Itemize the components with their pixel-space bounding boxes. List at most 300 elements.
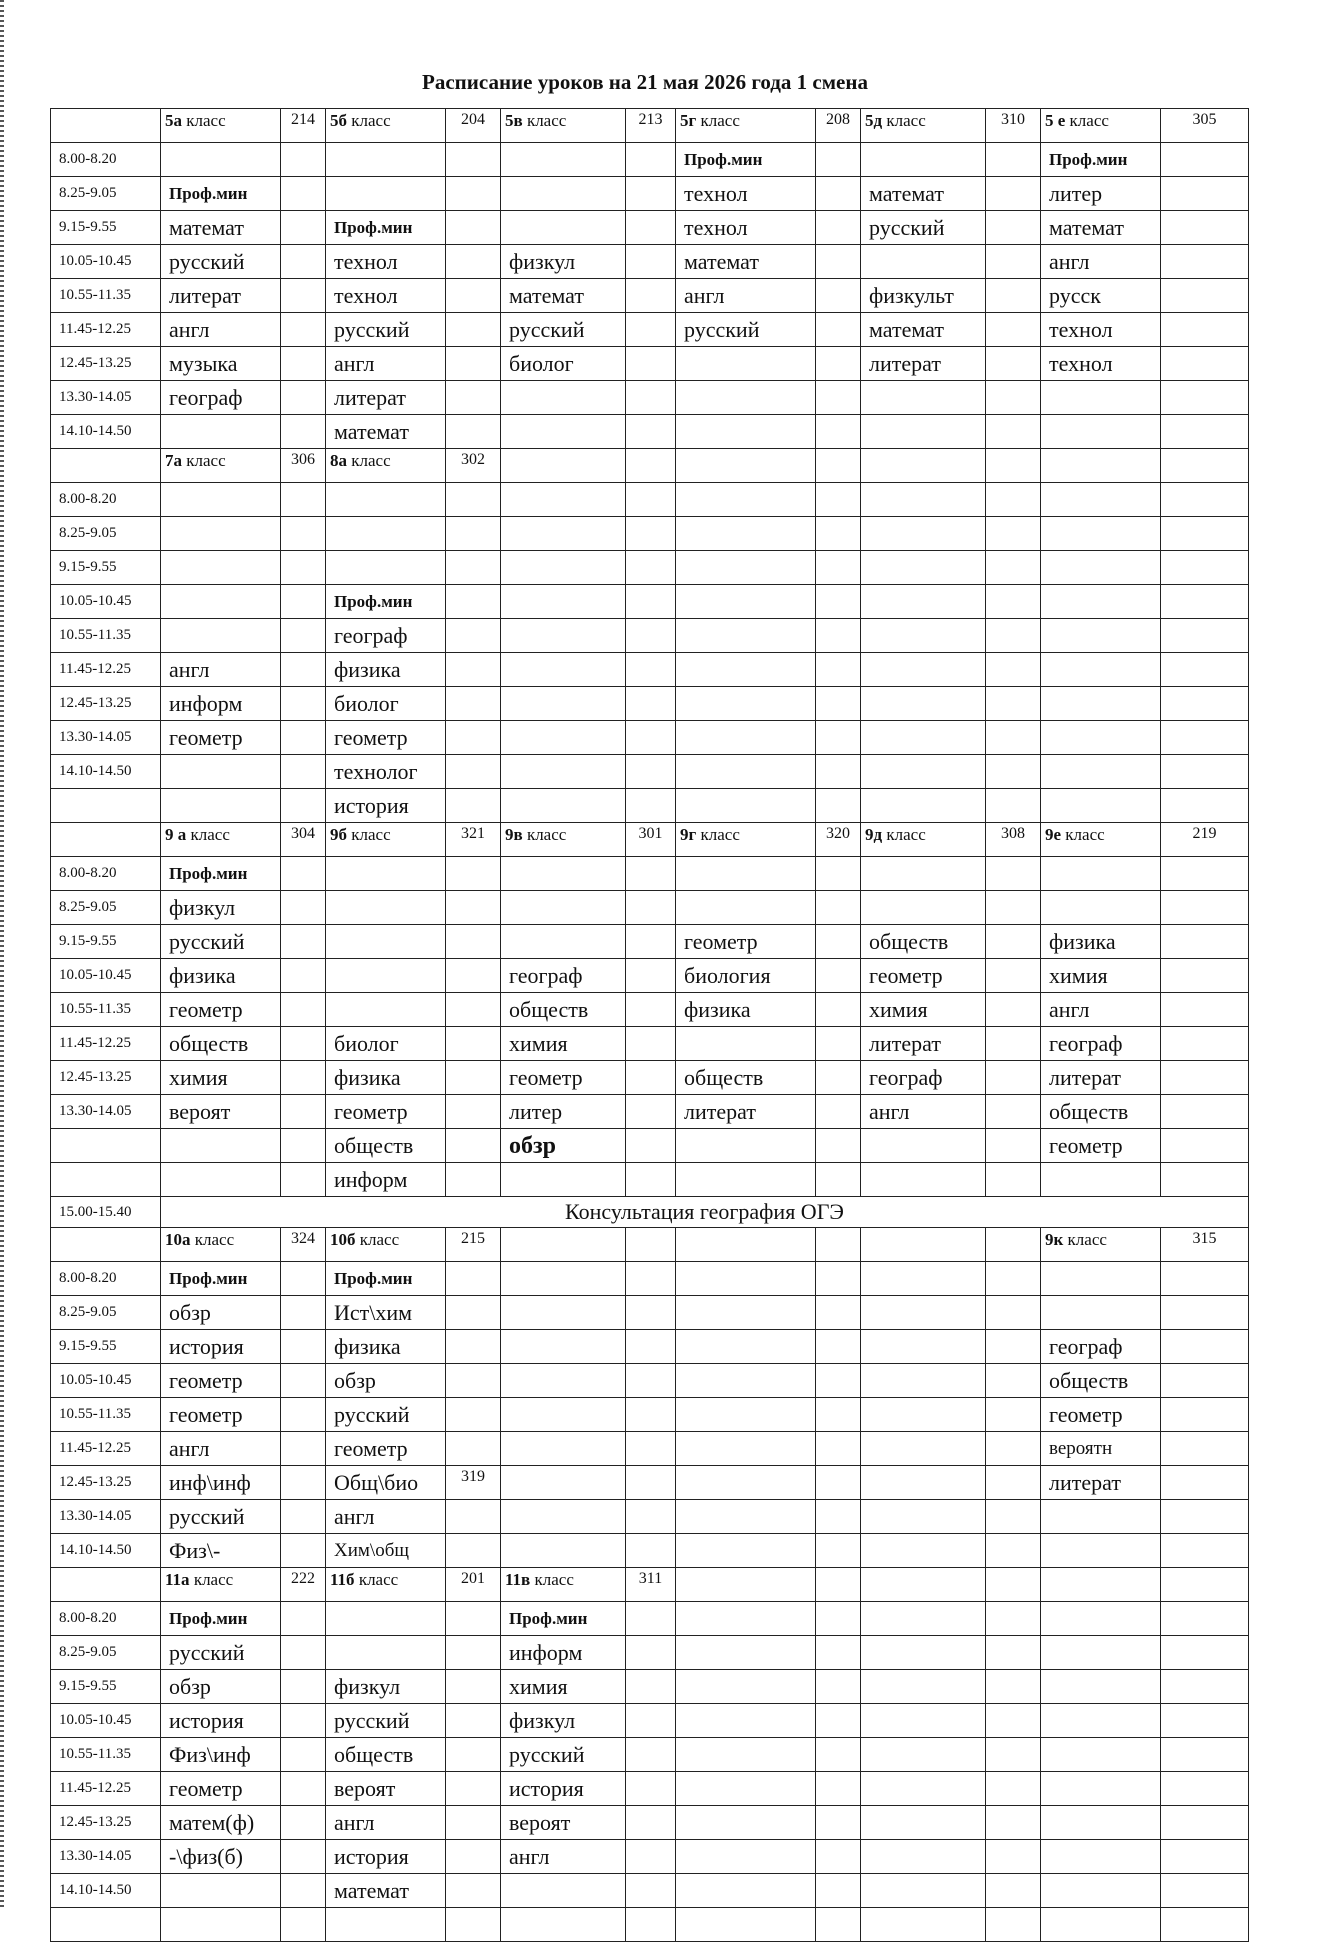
room-cell: [626, 1704, 676, 1738]
room-cell: [281, 279, 326, 313]
room-cell: [446, 789, 501, 823]
subject-cell: [676, 517, 816, 551]
room-cell: [446, 1704, 501, 1738]
subject-cell: [861, 1772, 986, 1806]
subject-cell: [676, 619, 816, 653]
room-cell: [626, 653, 676, 687]
subject-cell: технол: [676, 211, 816, 245]
class-suffix: класс: [354, 1570, 399, 1589]
subject-cell: [861, 143, 986, 177]
room-cell: [816, 1330, 861, 1364]
subject-cell: [676, 721, 816, 755]
subject-cell: [676, 1500, 816, 1534]
subject-cell: [861, 1466, 986, 1500]
room-cell: [626, 891, 676, 925]
lesson-row: [51, 721, 1249, 755]
subject-cell: [1041, 755, 1161, 789]
lesson-row: [51, 1262, 1249, 1296]
room-number: 204: [446, 109, 501, 143]
consultation-text: Консультация география ОГЭ: [161, 1197, 1249, 1228]
room-cell: [281, 1262, 326, 1296]
time-cell: 10.05-10.45: [51, 245, 161, 279]
room-cell: [446, 1534, 501, 1568]
lesson-row: [51, 1061, 1249, 1095]
room-cell: [281, 857, 326, 891]
room-cell: [1161, 143, 1249, 177]
lesson-row: [51, 857, 1249, 891]
room-cell: [816, 1061, 861, 1095]
lesson-row: [51, 245, 1249, 279]
room-cell: [1161, 891, 1249, 925]
subject-cell: физика: [1041, 925, 1161, 959]
room-number: [816, 1228, 861, 1262]
subject-cell: [1041, 891, 1161, 925]
subject-cell: [501, 1908, 626, 1942]
room-cell: [626, 1061, 676, 1095]
subject-cell: русский: [326, 313, 446, 347]
subject-cell: физика: [326, 653, 446, 687]
time-cell: 8.25-9.05: [51, 1296, 161, 1330]
subject-cell: [861, 483, 986, 517]
room-cell: [1161, 1534, 1249, 1568]
room-cell: [281, 959, 326, 993]
room-cell: [281, 211, 326, 245]
room-cell: [281, 1806, 326, 1840]
class-suffix: класс: [347, 451, 391, 470]
subject-cell: математ: [161, 211, 281, 245]
room-cell: [816, 1874, 861, 1908]
room-cell: [1161, 1095, 1249, 1129]
subject-cell: русский: [326, 1398, 446, 1432]
room-cell: [986, 313, 1041, 347]
room-cell: [281, 1534, 326, 1568]
subject-cell: [1041, 483, 1161, 517]
subject-cell: [161, 415, 281, 449]
room-cell: [626, 993, 676, 1027]
room-cell: [446, 585, 501, 619]
subject-cell: [1041, 415, 1161, 449]
subject-cell: [676, 1534, 816, 1568]
time-cell: 13.30-14.05: [51, 381, 161, 415]
subject-cell: геометр: [326, 1432, 446, 1466]
class-header-row: [51, 1568, 1249, 1602]
room-cell: [986, 619, 1041, 653]
subject-cell: [676, 687, 816, 721]
subject-cell: [676, 1704, 816, 1738]
lesson-row: [51, 1466, 1249, 1500]
subject-cell: геометр: [161, 1398, 281, 1432]
subject-cell: геометр: [161, 721, 281, 755]
subject-cell: [676, 381, 816, 415]
subject-cell: [501, 1330, 626, 1364]
time-cell: 8.25-9.05: [51, 517, 161, 551]
class-suffix: класс: [186, 825, 230, 844]
room-number: [986, 449, 1041, 483]
class-header-row: [51, 823, 1249, 857]
subject-cell: физика: [676, 993, 816, 1027]
room-cell: [1161, 211, 1249, 245]
subject-cell: [161, 1163, 281, 1197]
subject-cell: Проф.мин: [1041, 143, 1161, 177]
room-cell: [281, 1704, 326, 1738]
time-cell: 14.10-14.50: [51, 1534, 161, 1568]
subject-cell: [676, 347, 816, 381]
room-cell: [281, 1296, 326, 1330]
room-cell: [1161, 1398, 1249, 1432]
time-cell: 8.25-9.05: [51, 891, 161, 925]
subject-cell: информ: [161, 687, 281, 721]
class-number: 10а: [165, 1230, 191, 1249]
room-cell: [446, 1364, 501, 1398]
subject-cell: [676, 483, 816, 517]
time-cell: 14.10-14.50: [51, 755, 161, 789]
room-cell: [446, 1602, 501, 1636]
room-cell: [626, 1908, 676, 1942]
room-cell: [281, 1398, 326, 1432]
room-cell: [281, 381, 326, 415]
class-number: 9к: [1045, 1230, 1064, 1249]
subject-cell: Проф.мин: [326, 1262, 446, 1296]
class-suffix: класс: [696, 111, 740, 130]
time-cell: 10.55-11.35: [51, 993, 161, 1027]
class-name: [326, 1228, 446, 1262]
room-cell: [816, 517, 861, 551]
subject-cell: [861, 585, 986, 619]
subject-cell: геометр: [326, 721, 446, 755]
time-cell: 13.30-14.05: [51, 1095, 161, 1129]
room-cell: [816, 619, 861, 653]
subject-cell: геометр: [1041, 1398, 1161, 1432]
room-cell: [816, 483, 861, 517]
room-cell: [281, 1364, 326, 1398]
subject-cell: математ: [861, 177, 986, 211]
lesson-row: [51, 1296, 1249, 1330]
room-cell: [816, 1738, 861, 1772]
subject-cell: [501, 517, 626, 551]
room-cell: [446, 1163, 501, 1197]
subject-cell: [676, 1738, 816, 1772]
room-cell: [626, 1806, 676, 1840]
subject-cell: биолог: [501, 347, 626, 381]
time-cell: [51, 449, 161, 483]
subject-cell: литерат: [161, 279, 281, 313]
subject-cell: англ: [501, 1840, 626, 1874]
lesson-row: [51, 143, 1249, 177]
subject-cell: [326, 925, 446, 959]
room-cell: [986, 211, 1041, 245]
subject-cell: [861, 517, 986, 551]
subject-cell: русский: [676, 313, 816, 347]
subject-cell: инф\инф: [161, 1466, 281, 1500]
lesson-row: [51, 1772, 1249, 1806]
subject-cell: [501, 1398, 626, 1432]
lesson-row: [51, 483, 1249, 517]
room-cell: [446, 1095, 501, 1129]
subject-cell: географ: [161, 381, 281, 415]
subject-cell: [676, 653, 816, 687]
room-cell: [446, 755, 501, 789]
subject-cell: литер: [1041, 177, 1161, 211]
subject-cell: Физ\инф: [161, 1738, 281, 1772]
room-cell: [446, 211, 501, 245]
subject-cell: математ: [676, 245, 816, 279]
lesson-row: [51, 1129, 1249, 1163]
time-cell: 10.55-11.35: [51, 619, 161, 653]
subject-cell: [676, 1636, 816, 1670]
room-cell: [816, 1840, 861, 1874]
room-cell: [986, 517, 1041, 551]
room-cell: [1161, 279, 1249, 313]
lesson-row: [51, 313, 1249, 347]
room-cell: [986, 1908, 1041, 1942]
class-suffix: класс: [530, 1570, 574, 1589]
room-cell: [986, 1772, 1041, 1806]
subject-cell: русский: [326, 1704, 446, 1738]
room-cell: [1161, 1704, 1249, 1738]
subject-cell: географ: [501, 959, 626, 993]
room-cell: [446, 1330, 501, 1364]
class-suffix: класс: [347, 111, 391, 130]
room-cell: [816, 755, 861, 789]
room-cell: [986, 1466, 1041, 1500]
time-cell: [51, 1129, 161, 1163]
room-cell: [1161, 1500, 1249, 1534]
subject-cell: [676, 1330, 816, 1364]
class-suffix: класс: [355, 1230, 400, 1249]
time-cell: 14.10-14.50: [51, 415, 161, 449]
subject-cell: [1041, 1840, 1161, 1874]
room-cell: [446, 1874, 501, 1908]
class-name: [161, 449, 281, 483]
room-cell: [816, 1398, 861, 1432]
room-cell: [986, 1602, 1041, 1636]
subject-cell: обществ: [676, 1061, 816, 1095]
subject-cell: обзр: [326, 1364, 446, 1398]
room-number: 308: [986, 823, 1041, 857]
room-cell: [446, 1670, 501, 1704]
room-cell: [626, 755, 676, 789]
room-cell: [1161, 1163, 1249, 1197]
room-cell: [986, 1840, 1041, 1874]
class-name: [326, 109, 446, 143]
room-cell: [816, 551, 861, 585]
class-suffix: класс: [189, 1570, 234, 1589]
time-cell: 14.10-14.50: [51, 1874, 161, 1908]
lesson-row: [51, 551, 1249, 585]
subject-cell: история: [161, 1330, 281, 1364]
lesson-row: [51, 993, 1249, 1027]
subject-cell: англ: [326, 1500, 446, 1534]
room-cell: [986, 755, 1041, 789]
room-cell: [1161, 1636, 1249, 1670]
room-cell: [626, 1534, 676, 1568]
room-cell: [281, 891, 326, 925]
room-cell: [281, 619, 326, 653]
room-cell: [1161, 551, 1249, 585]
class-suffix: класс: [522, 825, 567, 844]
room-cell: [986, 551, 1041, 585]
time-cell: 9.15-9.55: [51, 1670, 161, 1704]
room-cell: [986, 1806, 1041, 1840]
room-cell: [1161, 585, 1249, 619]
subject-cell: [501, 721, 626, 755]
subject-cell: [501, 857, 626, 891]
room-cell: [446, 721, 501, 755]
subject-cell: [676, 789, 816, 823]
class-suffix: класс: [1061, 825, 1105, 844]
lesson-row: [51, 1163, 1249, 1197]
class-suffix: класс: [190, 1230, 235, 1249]
subject-cell: [861, 1262, 986, 1296]
class-suffix: класс: [522, 111, 567, 130]
subject-cell: [861, 1129, 986, 1163]
room-cell: [281, 1129, 326, 1163]
lesson-row: [51, 1534, 1249, 1568]
class-name: [501, 1568, 626, 1602]
subject-cell: [161, 789, 281, 823]
class-number: 5в: [505, 111, 523, 130]
room-cell: [281, 177, 326, 211]
subject-cell: [676, 585, 816, 619]
time-cell: [51, 789, 161, 823]
room-cell: [281, 585, 326, 619]
time-cell: 12.45-13.25: [51, 1061, 161, 1095]
room-number: 304: [281, 823, 326, 857]
room-cell: [446, 1772, 501, 1806]
time-cell: 8.25-9.05: [51, 177, 161, 211]
subject-cell: [861, 1670, 986, 1704]
room-cell: [816, 1364, 861, 1398]
subject-cell: [861, 1738, 986, 1772]
room-cell: [446, 483, 501, 517]
room-cell: [986, 687, 1041, 721]
room-cell: [1161, 1296, 1249, 1330]
room-number: [986, 1228, 1041, 1262]
room-cell: [446, 891, 501, 925]
class-name: [861, 1228, 986, 1262]
room-cell: [626, 551, 676, 585]
room-cell: [281, 1330, 326, 1364]
room-cell: [626, 517, 676, 551]
room-cell: [626, 1163, 676, 1197]
lesson-row: [51, 1398, 1249, 1432]
room-cell: [281, 755, 326, 789]
subject-cell: англ: [326, 347, 446, 381]
class-suffix: класс: [696, 825, 740, 844]
subject-cell: литерат: [1041, 1061, 1161, 1095]
room-cell: [816, 143, 861, 177]
class-name: [676, 109, 816, 143]
room-cell: [446, 959, 501, 993]
room-cell: [281, 721, 326, 755]
subject-cell: [676, 415, 816, 449]
room-cell: [626, 1129, 676, 1163]
class-number: 5а: [165, 111, 182, 130]
room-cell: [1161, 1262, 1249, 1296]
room-cell: [986, 1398, 1041, 1432]
room-cell: [1161, 721, 1249, 755]
class-name: [676, 449, 816, 483]
subject-cell: [161, 1908, 281, 1942]
room-cell: [816, 653, 861, 687]
subject-cell: [676, 1806, 816, 1840]
subject-cell: [1041, 517, 1161, 551]
subject-cell: [501, 789, 626, 823]
room-cell: [986, 415, 1041, 449]
room-cell: [1161, 245, 1249, 279]
room-cell: [986, 279, 1041, 313]
room-cell: [281, 925, 326, 959]
room-cell: [1161, 1027, 1249, 1061]
room-cell: [816, 959, 861, 993]
subject-cell: [501, 925, 626, 959]
room-cell: [626, 313, 676, 347]
time-cell: 8.00-8.20: [51, 1602, 161, 1636]
room-cell: [626, 1840, 676, 1874]
time-cell: 8.00-8.20: [51, 483, 161, 517]
lesson-row: [51, 687, 1249, 721]
room-number: 320: [816, 823, 861, 857]
subject-cell: [501, 415, 626, 449]
subject-cell: [1041, 789, 1161, 823]
room-cell: [1161, 381, 1249, 415]
subject-cell: геометр: [161, 1772, 281, 1806]
room-cell: [1161, 1602, 1249, 1636]
time-cell: [51, 823, 161, 857]
subject-cell: биолог: [326, 1027, 446, 1061]
room-cell: [1161, 687, 1249, 721]
subject-cell: [501, 1364, 626, 1398]
subject-cell: [326, 993, 446, 1027]
room-cell: [626, 1432, 676, 1466]
lesson-row: [51, 517, 1249, 551]
subject-cell: [676, 551, 816, 585]
subject-cell: [676, 1908, 816, 1942]
room-cell: [446, 1806, 501, 1840]
subject-cell: [161, 585, 281, 619]
subject-cell: [676, 1398, 816, 1432]
subject-cell: [676, 1262, 816, 1296]
room-cell: [281, 1027, 326, 1061]
subject-cell: [326, 517, 446, 551]
subject-cell: [1041, 551, 1161, 585]
room-cell: [816, 1602, 861, 1636]
subject-cell: [501, 653, 626, 687]
subject-cell: англ: [1041, 993, 1161, 1027]
subject-cell: -\физ(б): [161, 1840, 281, 1874]
room-cell: [816, 1908, 861, 1942]
subject-cell: технол: [326, 279, 446, 313]
room-cell: [816, 279, 861, 313]
class-number: 9б: [330, 825, 347, 844]
room-cell: [626, 619, 676, 653]
subject-cell: [861, 1704, 986, 1738]
room-cell: [1161, 313, 1249, 347]
page-title: Расписание уроков на 21 мая 2026 года 1 смена: [422, 70, 868, 94]
subject-cell: литерат: [1041, 1466, 1161, 1500]
lesson-row: [51, 1840, 1249, 1874]
subject-cell: географ: [326, 619, 446, 653]
subject-cell: физика: [161, 959, 281, 993]
room-cell: [1161, 925, 1249, 959]
room-cell: [446, 1296, 501, 1330]
class-suffix: класс: [1065, 111, 1109, 130]
lesson-row: [51, 279, 1249, 313]
subject-cell: англ: [1041, 245, 1161, 279]
subject-cell: русский: [161, 925, 281, 959]
room-cell: [281, 1738, 326, 1772]
room-number: [816, 449, 861, 483]
